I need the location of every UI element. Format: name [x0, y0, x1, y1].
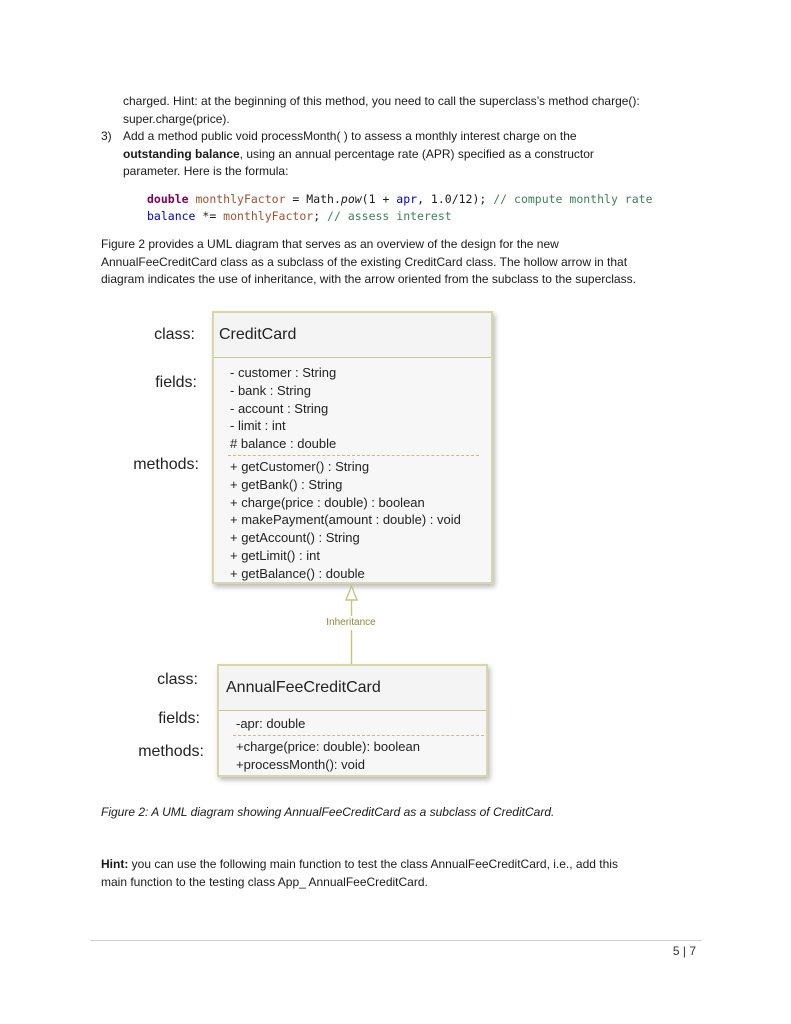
uml-methods-section: [214, 458, 491, 583]
code-fn: pow: [340, 192, 362, 206]
figure-intro-line-1: Figure 2 provides a UML diagram that serves as an overview of the design for the new: [101, 237, 559, 251]
footer-divider: [90, 940, 702, 941]
uml-method: +charge(price: double): boolean: [236, 738, 420, 754]
uml-field: # balance : double: [230, 436, 337, 452]
code-text: ;: [313, 209, 328, 223]
uml-methods-label: methods:: [133, 456, 199, 473]
uml-fields-label: fields:: [155, 374, 197, 391]
uml-class-label: class:: [154, 326, 195, 343]
uml-class-name: AnnualFeeCreditCard: [219, 666, 486, 711]
uml-method: + makePayment(amount : double) : void: [230, 512, 461, 528]
code-var: monthlyFactor: [195, 192, 286, 206]
uml-class-name: CreditCard: [214, 313, 491, 358]
uml-field: - limit : int: [230, 418, 286, 434]
code-comment: // assess interest: [327, 209, 452, 223]
code-comment: // compute monthly rate: [493, 192, 653, 206]
inheritance-label: Inheritance: [318, 617, 384, 628]
uml-fields-section: [219, 711, 486, 733]
code-apr: apr: [396, 192, 418, 206]
uml-method: + getCustomer() : String: [230, 458, 370, 474]
hint-bold: Hint:: [101, 857, 129, 871]
hint-line-1: you can use the following main function to test the class AnnualFeeCreditCard, i.e., add this: [128, 857, 618, 871]
uml-field: - account : String: [230, 400, 329, 416]
uml-fields-section: [214, 358, 491, 453]
step-3-line-3: parameter. Here is the formula:: [123, 164, 289, 178]
page-number: 5 | 7: [672, 944, 696, 958]
uml-class-annualfeecreditcard: [217, 664, 488, 777]
code-block: [147, 191, 653, 225]
uml-methods-section: [219, 738, 486, 774]
uml-field: -apr: double: [236, 716, 306, 731]
uml-method: + charge(price : double) : boolean: [230, 494, 425, 510]
code-keyword: double: [147, 192, 189, 206]
uml-method: + getBank() : String: [230, 476, 343, 492]
uml-field: - bank : String: [230, 382, 311, 398]
figure-intro-line-3: diagram indicates the use of inheritance, with the arrow oriented from the subclass to the superclass.: [101, 272, 636, 286]
step-number: 3): [101, 129, 112, 143]
code-var: monthlyFactor: [223, 209, 314, 223]
hint-paragraph: [101, 856, 618, 891]
intro-line-1: charged. Hint: at the beginning of this method, you need to call the superclass’s method charge():: [123, 94, 640, 108]
hollow-arrowhead-icon: [346, 586, 357, 600]
uml-method: + getBalance() : double: [230, 565, 365, 581]
code-text: , 1.0/12);: [417, 192, 494, 206]
step-3-line-2: , using an annual percentage rate (APR) specified as a constructor: [239, 146, 594, 161]
uml-method: +processMonth(): void: [236, 756, 365, 772]
code-text: *=: [195, 209, 224, 223]
step-3-line-1: Add a method public void processMonth( ) to assess a monthly interest charge on the: [123, 129, 577, 143]
figure-intro-line-2: AnnualFeeCreditCard class as a subclass of the existing CreditCard class. The hollow arrow in that: [101, 254, 628, 269]
intro-line-2: super.charge(price).: [123, 111, 230, 126]
hint-line-2: main function to the testing class App_ AnnualFeeCreditCard.: [101, 874, 428, 889]
intro-paragraph: [123, 93, 640, 128]
step-3-bold: outstanding balance: [123, 146, 240, 161]
code-var-balance: balance: [147, 209, 196, 223]
code-text: = Math.: [285, 192, 341, 206]
uml-field: - customer : String: [230, 365, 337, 380]
uml-method: + getAccount() : String: [230, 530, 360, 546]
uml-class-label: class:: [157, 671, 198, 688]
uml-method: + getLimit() : int: [230, 547, 320, 563]
uml-class-creditcard: [212, 311, 493, 584]
uml-divider: [233, 735, 484, 736]
step-3-paragraph: [123, 128, 594, 181]
uml-methods-label: methods:: [138, 743, 204, 760]
figure-intro-paragraph: [101, 236, 636, 289]
figure-caption: Figure 2: A UML diagram showing AnnualFeeCreditCard as a subclass of CreditCard.: [101, 805, 555, 819]
code-text: (1 +: [361, 192, 397, 206]
uml-fields-label: fields:: [158, 710, 200, 727]
uml-divider: [228, 455, 479, 456]
